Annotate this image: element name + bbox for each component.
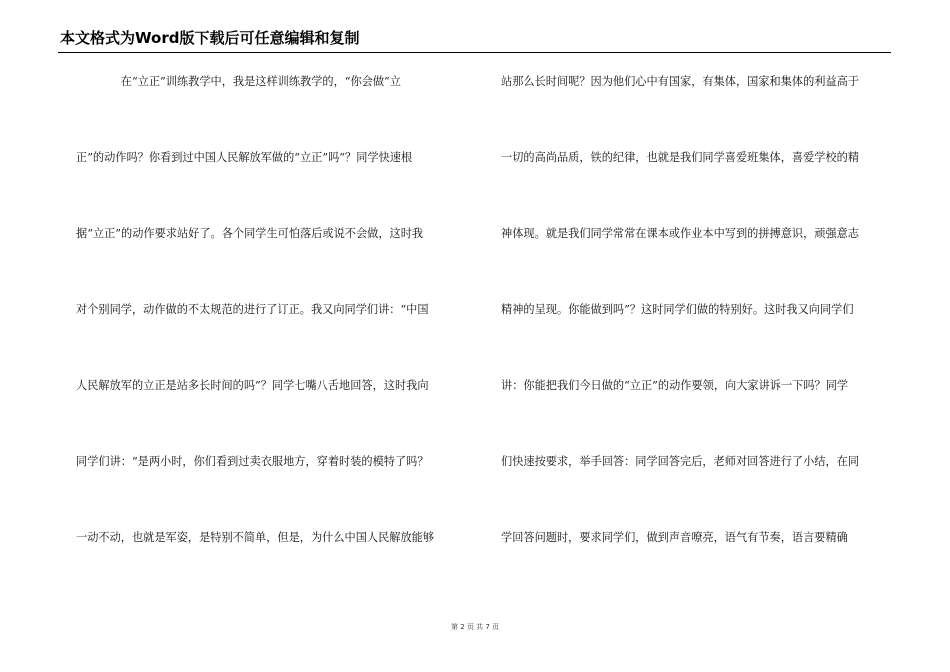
text-line: 一动不动，也就是军姿，是特别不简单，但是，为什么中国人民解放能够 bbox=[76, 531, 435, 544]
text-line: 在“立正”训练教学中，我是这样训练教学的，“你会做“立 bbox=[76, 75, 401, 88]
text-line: 们快速按要求，举手回答：同学回答完后，老师对回答进行了小结，在同 bbox=[501, 455, 860, 468]
page-number-footer: 第 2 页 共 7 页 bbox=[450, 623, 500, 631]
text-line: 精神的呈现。你能做到吗”？这时同学们做的特别好。这时我又向同学们 bbox=[501, 303, 854, 316]
text-line: 一切的高尚品质，铁的纪律，也就是我们同学喜爱班集体，喜爱学校的精 bbox=[501, 151, 860, 164]
text-line: 正”的动作吗？你看到过中国人民解放军做的“立正”吗“？同学快速根 bbox=[76, 151, 413, 164]
header-divider bbox=[58, 52, 891, 53]
text-line: 学回答问题时，要求同学们，做到声音嘹亮，语气有节奏，语言要精确 bbox=[501, 531, 848, 544]
text-line: 神体现。就是我们同学常常在课本或作业本中写到的拼搏意识，顽强意志 bbox=[501, 227, 860, 240]
text-line: 同学们讲：“是两小时，你们看到过卖衣服地方，穿着时装的模特了吗？ bbox=[76, 455, 429, 468]
text-line: 讲：你能把我们今日做的“立正”的动作要领，向大家讲诉一下吗？同学 bbox=[501, 379, 849, 392]
document-header-title: 本文格式为Word版下载后可任意编辑和复制 bbox=[60, 29, 360, 47]
text-line: 据“立正”的动作要求站好了。各个同学生可怕落后或说不会做，这时我 bbox=[76, 227, 424, 240]
text-line: 对个别同学，动作做的不太规范的进行了订正。我又向同学们讲：“中国 bbox=[76, 303, 429, 316]
text-line: 人民解放军的立正是站多长时间的吗”？同学七嘴八舌地回答，这时我向 bbox=[76, 379, 429, 392]
text-line: 站那么长时间呢？因为他们心中有国家，有集体，国家和集体的利益高于 bbox=[501, 75, 860, 88]
